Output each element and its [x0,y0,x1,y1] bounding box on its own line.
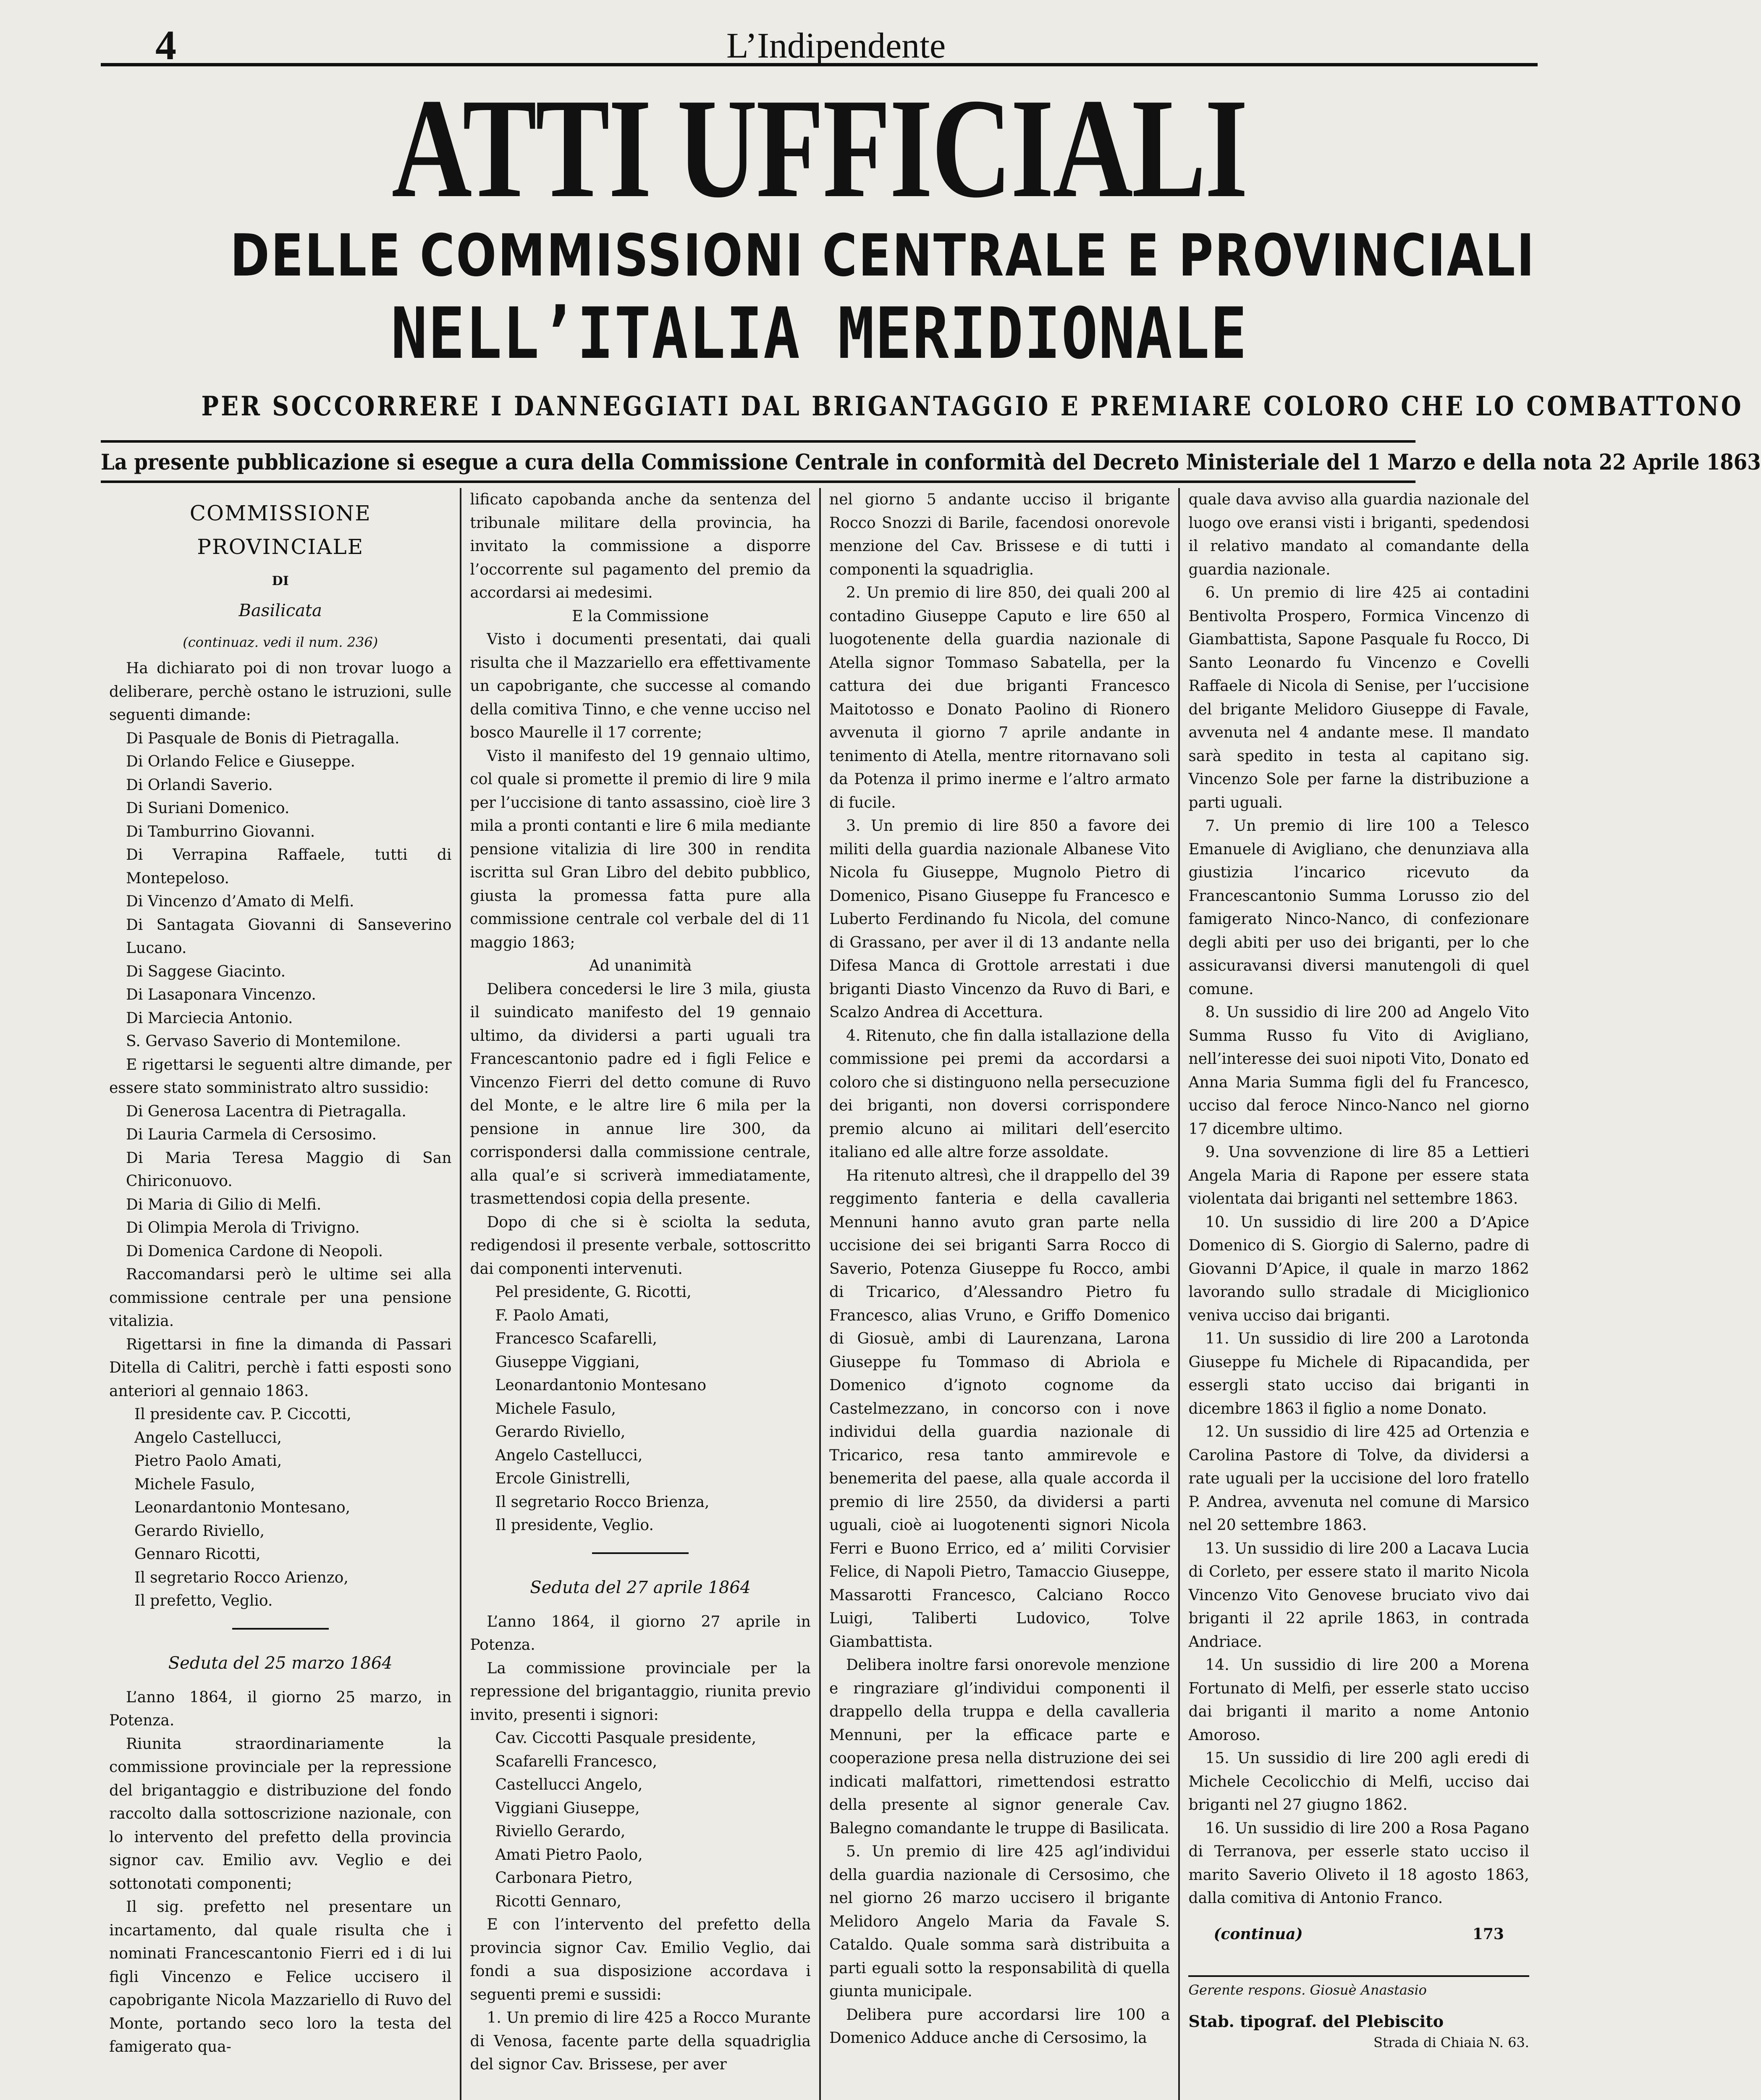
list-item: Di Suriani Domenico. [126,800,290,817]
gerente-line: Gerente respons. Giosuè Anastasio [1188,1975,1529,2002]
newspaper-name: L’Indipendente [726,25,946,66]
paragraph: lificato capobanda anche da sentenza del tribunale militare della provincia, ha invitato la commissione a disporre l’occorrente sul pagamento del premio da accordarsi ai medesimi. [470,491,811,601]
paragraph: L’anno 1864, il giorno 25 marzo, in Potenza. [109,1688,452,1729]
paragraph: Delibera concedersi le lire 3 mila, giusta il suindicato manifesto del 19 gennaio ultimo, da dividersi a parti uguali tra Francescantonio padre ed i figli Felice e Vincenzo Fierri del detto comune di Ruvo del Monte, e le altre lire 6 mila per la pensione in annue lire 300, da corrispondersi dalla commissione centrale, alla qual’e si scriverà immediatamente, trasmettendosi copia della presente. [470,980,811,1208]
paragraph: Rigettarsi in fine la dimanda di Passari Ditella di Calitri, perchè i fatti esposti sono anteriori al gennaio 1863. [109,1336,452,1400]
list-item: Di Maria di Gilio di Melfi. [126,1196,322,1213]
column-4 [1178,488,1538,2100]
paragraph: 2. Un premio di lire 850, dei quali 200 al contadino Giuseppe Caputo e lire 650 al luogotenente della guardia nazionale di Atella signor Tommaso Sabatella, per la cattura dei due briganti Francesco Maitotosso e Donato Paolino di Rionero avvenuta il giorno 7 aprile andante in tenimento di Atella, mentre ritornavano soli da Potenza il primo inerme e l’altro armato di fucile. [829,584,1170,811]
paragraph: 1. Un premio di lire 425 a Rocco Murante di Venosa, facente parte della squadriglia del signor Cav. Brissese, per aver [470,2009,811,2073]
paragraph: La commissione provinciale per la repressione del brigantaggio, riunita previo invito, presenti i signori: [470,1659,811,1724]
paragraph: L’anno 1864, il giorno 27 aprile in Potenza. [470,1613,811,1654]
list-item: Di Lasaponara Vincenzo. [126,986,316,1003]
paragraph: quale dava avviso alla guardia nazionale del luogo ove eransi visti i briganti, spedendosi il relativo mandato al comandante della guardia nazionale. [1188,491,1529,578]
list-item: Di Domenica Cardone di Neopoli. [126,1242,383,1260]
issue-number: 173 [1472,1925,1504,1943]
paragraph: 5. Un premio di lire 425 agl’individui della guardia nazionale di Cersosimo, che nel giorno 26 marzo uccisero il brigante Melidoro Angelo Maria da Favale S. Cataldo. Quale somma sarà distribuita a parti eguali sotto la responsabilità di quella giunta municipale. [829,1843,1170,2000]
member-line: Ricotti Gennaro, [495,1893,621,1910]
running-head [55,17,1538,68]
page-number: 4 [155,22,176,68]
paragraph: 9. Una sovvenzione di lire 85 a Lettieri Angela Maria di Rapone per essere stata violentata dai briganti nel settembre 1863. [1188,1144,1529,1208]
publication-notice: La presente pubblicazione si esegue a cura della Commissione Centrale in conformità del Decreto Ministeriale del 1 Marzo e della nota 22 Aprile 1863 [101,440,1415,483]
list-item: S. Gervaso Saverio di Montemilone. [126,1033,401,1050]
signature-line: Il presidente, Veglio. [495,1517,654,1534]
signature-line: Il presidente cav. P. Ciccotti, [134,1406,351,1423]
list-item: Di Tamburrino Giovanni. [126,823,315,840]
signature-line: Il prefetto, Veglio. [134,1592,273,1609]
signature-line: Francesco Scafarelli, [495,1330,658,1347]
signature-line: Michele Fasulo, [495,1400,616,1418]
paragraph: 12. Un sussidio di lire 425 ad Ortenzia e Carolina Pastore di Tolve, da dividersi a rate uguali per la uccisione del loro fratello P. Andrea, avvenuta nel comune di Marsico nel 20 settembre 1863. [1188,1423,1529,1534]
continuation-row [1188,1923,1529,1946]
signature-line: Giuseppe Viggiani, [495,1353,640,1371]
section-place: Basilicata [238,601,322,620]
member-line: Viggiani Giuseppe, [495,1799,640,1817]
section-heading: COMMISSIONE PROVINCIALE [189,501,371,559]
member-line: Castellucci Angelo, [495,1776,643,1793]
column-2 [460,488,819,2100]
member-line: Scafarelli Francesco, [495,1753,658,1770]
paragraph: E con l’intervento del prefetto della provincia signor Cav. Emilio Veglio, dai fondi a sua disposizione accordava i seguenti premi e sussidi: [470,1916,811,2003]
member-line: Amati Pietro Paolo, [495,1846,643,1864]
paragraph: Delibera inoltre farsi onorevole menzione e ringraziare gl’individui componenti il drappello della truppa e della cavalleria Mennuni, per la efficace parte e cooperazione presa nella distruzione dei sei indicati malfattori, rimettendosi estratto della presente al signor generale Cav. Balegno comandante le truppe di Basilicata. [829,1656,1170,1837]
list-item: Di Orlandi Saverio. [126,776,273,794]
section-divider [232,1628,329,1630]
list-item: Di Orlando Felice e Giuseppe. [126,753,355,770]
signature-line: Leonardantonio Montesano, [134,1499,351,1516]
member-line: Carbonara Pietro, [495,1869,633,1887]
paragraph: 13. Un sussidio di lire 200 a Lacava Lucia di Corleto, per essere stato il marito Nicola Vincenzo Vito Genovese bruciato vivo dai briganti il 22 aprile 1863, in contrada Andriace. [1188,1540,1529,1651]
signature-line: Angelo Castellucci, [495,1446,643,1464]
paragraph: 6. Un premio di lire 425 ai contadini Bentivolta Prospero, Formica Vincenzo di Giambattista, Sapone Pasquale fu Rocco, Di Santo Leonardo fu Vincenzo e Covelli Raffaele di Nicola di Senise, per l’uccisione del brigante Melidoro Giuseppe di Favale, avvenuta nel 4 andante mese. Il mandato sarà spedito in testa al capitano sig. Vincenzo Sole per farne la distribuzione a parti uguali. [1188,584,1529,811]
paragraph: Ha dichiarato poi di non trovar luogo a deliberare, perchè ostano le istruzioni, sulle seguenti dimande: [109,660,452,724]
paragraph: Il sig. prefetto nel presentare un incartamento, dal quale risulta che i nominati Francescantonio Fierri ed i di lui figli Vincenzo e Felice uccisero il capobrigante Nicola Mazzariello di Ruvo del Monte, portando seco loro la testa del famigerato qua- [109,1898,452,2055]
masthead [101,69,1743,423]
list-item: Di Verrapina Raffaele, tutti di Montepeloso. [126,846,452,887]
signature-line: Il segretario Rocco Brienza, [495,1493,710,1511]
signature-line: Pel presidente, G. Ricotti, [495,1284,692,1301]
signature-line: F. Paolo Amati, [495,1307,610,1324]
session-heading: Seduta del 25 marzo 1864 [168,1653,393,1673]
signature-line: Il segretario Rocco Arienzo, [134,1569,349,1586]
article-columns [101,488,1538,2100]
list-item: Di Saggese Giacinto. [126,963,286,980]
subheading: E la Commissione [572,607,709,625]
paragraph: Delibera pure accordarsi lire 100 a Domenico Adduce anche di Cersosimo, la [829,2006,1170,2047]
printer-name: Stab. tipograf. del Plebiscito [1188,2011,1444,2031]
column-1 [101,488,460,2100]
signature-line: Leonardantonio Montesano [495,1377,707,1394]
member-line: Riviello Gerardo, [495,1823,626,1840]
signature-line: Ercole Ginistrelli, [495,1470,631,1487]
signature-line: Gerardo Riviello, [495,1423,626,1441]
member-line: Cav. Ciccotti Pasquale presidente, [495,1730,757,1747]
paragraph: 7. Un premio di lire 100 a Telesco Emanuele di Avigliano, che denunziava alla giustizia l’incarico ricevuto da Francescantonio Summa Lorusso zio del famigerato Ninco-Nanco, di confezionare degli abiti per uso dei briganti, per lo che assicuravansi diversi manutengoli di quel comune. [1188,817,1529,998]
session-heading: Seduta del 27 aprile 1864 [530,1578,751,1597]
masthead-title: ATTI UFFICIALI [391,69,1247,227]
list-item: Di Marciecia Antonio. [126,1009,293,1027]
paragraph: 15. Un sussidio di lire 200 agli eredi di Michele Cecolicchio di Melfi, ucciso dai briganti nel 27 giugno 1862. [1188,1750,1529,1814]
masthead-purpose: PER SOCCORRERE I DANNEGGIATI DAL BRIGANTAGGIO E PREMIARE COLORO CHE LO COMBATTONO [201,391,1743,422]
column-3 [819,488,1179,2100]
paragraph: Ha ritenuto altresì, che il drappello del 39 reggimento fanteria e della cavalleria Mennuni hanno avuto gran parte nella uccisione dei sei briganti Sarra Rocco di Saverio, Potenza Giuseppe fu Rocco, ambi di Tricarico, d’Alessandro Pietro fu Francesco, alias Vruno, e Griffo Domenico di Giosuè, ambi di Laurenzana, Larona Giuseppe fu Tommaso di Abriola e Domenico d’ignoto cognome da Castelmezzano, in concorso con i nove individui della guardia nazionale di Tricarico, resa tanto ammirevole e benemerita del paese, alla quale accorda il premio di lire 2550, da dividersi a parti uguali, cioè ai luogotenenti signori Nicola Ferri e Buono Errico, ed a’ militi Corvisier Felice, di Napoli Pietro, Tamaccio Giuseppe, Massarotti Francesco, Calciano Rocco Luigi, Taliberti Ludovico, Tolve Giambattista. [829,1167,1170,1651]
list-item: Di Pasquale de Bonis di Pietragalla. [126,730,400,747]
subheading: Ad unanimità [589,957,692,974]
list-item: Di Generosa Lacentra di Pietragalla. [126,1102,406,1120]
printer-address: Strada di Chiaia N. 63. [1373,2034,1529,2050]
paragraph: 8. Un sussidio di lire 200 ad Angelo Vito Summa Russo fu Vito di Avigliano, nell’interesse dei suoi nipoti Vito, Donato ed Anna Maria Summa figli del fu Francesco, ucciso dal feroce Ninco-Nanco nel giorno 17 dicembre ultimo. [1188,1004,1529,1138]
continuation-note: (continuaz. vedi il num. 236) [183,634,378,650]
section-heading-di: DI [272,574,289,588]
paragraph: 14. Un sussidio di lire 200 a Morena Fortunato di Melfi, per esserle stato ucciso dai briganti il marito a nome Antonio Amoroso. [1188,1656,1529,1744]
signature-line: Gennaro Ricotti, [134,1546,261,1563]
list-item: Di Santagata Giovanni di Sanseverino Lucano. [126,916,452,957]
list-item: Di Vincenzo d’Amato di Melfi. [126,893,354,910]
paragraph: 3. Un premio di lire 850 a favore dei militi della guardia nazionale Albanese Vito Nicola fu Giuseppe, Mugnolo Pietro di Domenico, Pisano Giuseppe fu Francesco e Luberto Ferdinando fu Nicola, del comune di Grassano, per aver il di 13 andante nella Difesa Manca di Grottole arrestati i due briganti Diasto Vincenzo da Ruvo di Bari, e Scalzo Andrea di Accettura. [829,817,1170,1021]
paragraph: 10. Un sussidio di lire 200 a D’Apice Domenico di S. Giorgio di Salerno, padre di Giovanni D’Apice, il quale in marzo 1862 lavorando sullo stradale di Miciglionico veniva ucciso dai briganti. [1188,1213,1529,1324]
paragraph: Visto il manifesto del 19 gennaio ultimo, col quale si promette il premio di lire 9 mila per l’uccisione di tanto assassino, cioè lire 3 mila a pronti contanti e lire 6 mila mediante pensione vitalizia di lire 300 in rendita iscritta sul Gran Libro del debito pubblico, giusta la promessa fatta pure alla commissione centrale col verbale del di 11 maggio 1863; [470,747,811,951]
section-divider [592,1552,689,1554]
paragraph: Riunita straordinariamente la commissione provinciale per la repressione del brigantaggio e distribuzione del fondo raccolto dalla sottoscrizione nazionale, con lo intervento del prefetto della provincia signor cav. Emilio avv. Veglio e dei sottonotati componenti; [109,1735,452,1893]
masthead-subtitle: DELLE COMMISSIONI CENTRALE E PROVINCIALI [230,222,1536,289]
list-item: Di Olimpia Merola di Trivigno. [126,1219,360,1236]
list-item: Di Maria Teresa Maggio di San Chiriconuovo. [126,1149,452,1190]
paragraph: Raccomandarsi però le ultime sei alla commissione centrale per una pensione vitalizia. [109,1266,452,1330]
paragraph: E rigettarsi le seguenti altre dimande, per essere stato somministrato altro sussidio: [109,1056,452,1097]
paragraph: nel giorno 5 andante ucciso il brigante Rocco Snozzi di Barile, facendosi onorevole menzione del Cav. Brissese e di tutti i componenti la squadriglia. [829,491,1170,578]
paragraph: 4. Ritenuto, che fin dalla istallazione della commissione pei premi da accordarsi a coloro che si distinguono nella persecuzione dei briganti, non doversi corrispondere premio alcuno ai militari dell’esercito italiano ed alle altre forze assoldate. [829,1027,1170,1161]
paragraph: 11. Un sussidio di lire 200 a Larotonda Giuseppe fu Michele di Ripacandida, per essergli stato ucciso dai briganti in dicembre 1863 il figlio a nome Donato. [1188,1330,1529,1418]
list-item: Di Lauria Carmela di Cersosimo. [126,1126,377,1143]
signature-line: Pietro Paolo Amati, [134,1452,282,1470]
signature-line: Gerardo Riviello, [134,1522,265,1540]
paragraph: 16. Un sussidio di lire 200 a Rosa Pagano di Terranova, per esserle stato ucciso il marito Saverio Oliveto il 18 agosto 1863, dalla comitiva di Antonio Franco. [1188,1819,1529,1907]
masthead-region: NELL’ITALIA MERIDIONALE [390,292,1248,375]
signature-line: Angelo Castellucci, [134,1429,282,1446]
paragraph: Visto i documenti presentati, dai quali risulta che il Mazzariello era effettivamente un capobrigante, che successe al comando della comitiva Tinno, e che venne ucciso nel bosco Maurelle il 17 corrente; [470,631,811,741]
paragraph: Dopo di che si è sciolta la seduta, redigendosi il presente verbale, sottoscritto dai componenti intervenuti. [470,1213,811,1278]
signature-line: Michele Fasulo, [134,1475,255,1493]
continua-label: (continua) [1213,1925,1303,1943]
